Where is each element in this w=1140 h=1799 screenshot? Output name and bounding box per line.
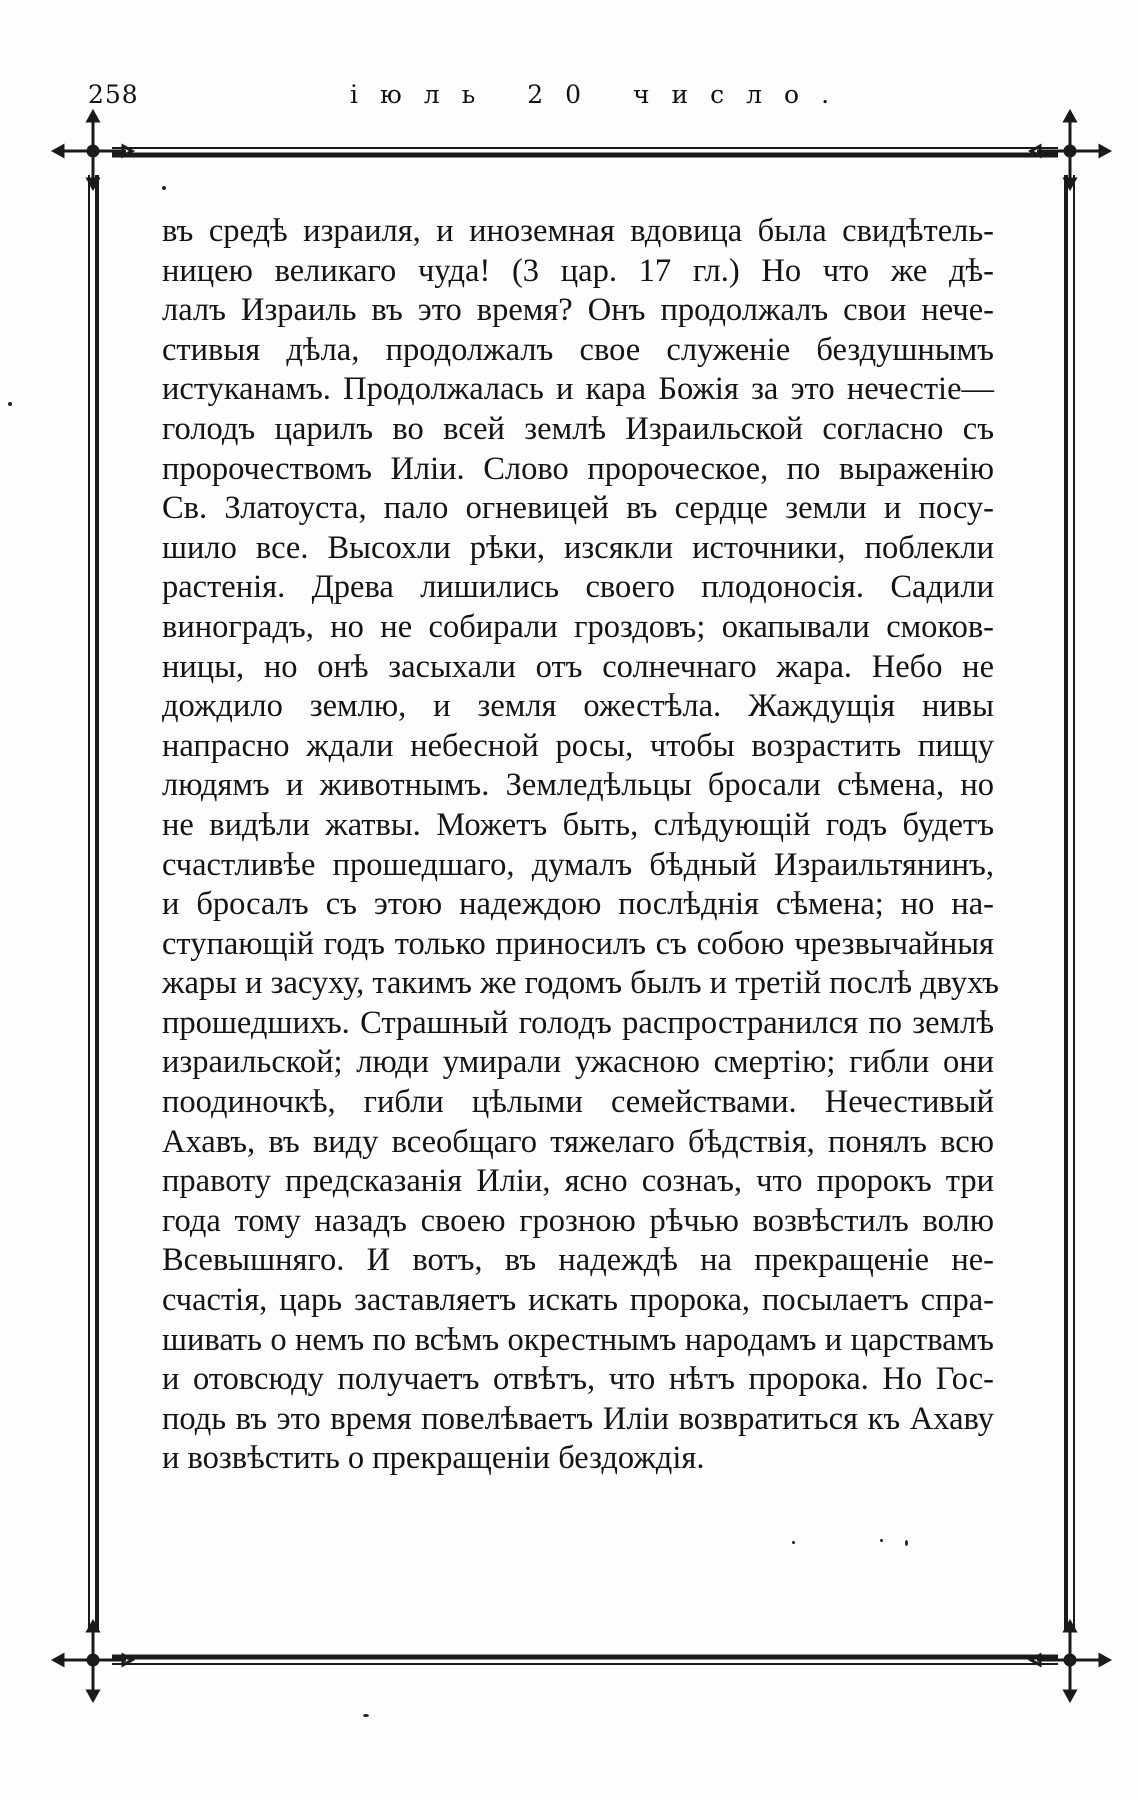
text-line: растенія. Древа лишились своего плодоносія. Садили — [162, 569, 994, 606]
text-line: года тому назадъ своею грозною рѣчью возвѣстилъ волю — [162, 1202, 994, 1239]
corner-ornament-bottom-left — [54, 1622, 132, 1700]
text-line: подь въ это время повелѣваетъ Иліи возвратиться къ Ахаву — [162, 1400, 994, 1437]
text-line: голодъ царилъ во всей землѣ Израильской согласно съ — [162, 410, 994, 447]
text-line: и бросалъ съ этою надеждою послѣднія сѣмена; но на- — [162, 886, 994, 923]
text-line: правоту предсказанія Иліи, ясно сознаъ, что пророкъ три — [162, 1163, 994, 1200]
text-line: въ средѣ израиля, и иноземная вдовица была свидѣтель- — [162, 213, 994, 249]
text-line: ступающій годъ только приносилъ съ собою чрезвычайныя — [162, 925, 994, 962]
text-line: жары и засуху, такимъ же годомъ былъ и третій послѣ двухъ — [162, 965, 999, 1002]
corner-ornament-bottom-right — [1031, 1622, 1109, 1700]
text-line: людямъ и животнымъ. Земледѣльцы бросали сѣмена, но — [162, 767, 994, 804]
corner-ornament-top-left — [54, 112, 132, 188]
text-line: счастливѣе прошедшаго, думалъ бѣдный Израильтянинъ, — [162, 846, 994, 883]
text-line: ницы, но онѣ засыхали отъ солнечнаго жара. Небо не — [162, 648, 994, 685]
text-line: ницею великаго чуда! (3 цар. 17 гл.) Но что же дѣ- — [162, 252, 994, 289]
text-line: дождило землю, и земля ожестѣла. Жаждущія нивы — [162, 688, 994, 725]
corner-ornament-top-right — [1031, 112, 1109, 188]
text-line: стивыя дѣла, продолжалъ свое служеніе бездушнымъ — [162, 331, 994, 368]
text-line: Ахавъ, въ виду всеобщаго тяжелаго бѣдствія, понялъ всю — [162, 1123, 994, 1160]
text-line: истуканамъ. Продолжалась и кара Божія за это нечестіе— — [162, 371, 994, 408]
text-line: пророчествомъ Иліи. Слово пророческое, по выраженію — [162, 450, 994, 487]
text-line: Всевышняго. И вотъ, въ надеждѣ на прекращеніе не- — [162, 1242, 994, 1279]
scan-speck — [363, 1714, 369, 1717]
scan-speck — [162, 186, 166, 190]
scan-speck — [905, 1540, 908, 1546]
text-line: израильской; люди умирали ужасною смертію; гибли они — [162, 1044, 994, 1081]
scan-speck — [880, 1539, 883, 1542]
text-line: и возвѣстить о прекращеніи бездождія. — [162, 1440, 705, 1477]
text-line: шило все. Высохли рѣки, изсякли источники, поблекли — [162, 529, 994, 566]
text-line: виноградъ, но не собирали гроздовъ; окапывали смоков- — [162, 608, 994, 645]
body-text — [162, 212, 999, 1479]
text-line: не видѣли жатвы. Можетъ быть, слѣдующій годъ будетъ — [162, 806, 994, 843]
text-line: Св. Златоуста, пало огневицей въ сердце земли и посу- — [162, 490, 994, 527]
text-line: и отовсюду получаетъ отвѣтъ, что нѣтъ пророка. Но Гос- — [162, 1361, 994, 1398]
scan-speck — [8, 402, 12, 406]
scan-speck — [792, 1541, 795, 1544]
text-line: напрасно ждали небесной росы, чтобы возрастить пищу — [162, 727, 994, 764]
text-line: счастія, царь заставляетъ искать пророка, посылаетъ спра- — [162, 1282, 994, 1319]
text-line: поодиночкѣ, гибли цѣлыми семействами. Нечестивый — [162, 1084, 994, 1121]
page-number: 258 — [88, 80, 139, 109]
text-line: лалъ Израиль въ это время? Онъ продолжалъ свои нече- — [162, 292, 994, 329]
text-line: прошедшихъ. Страшный голодъ распространился по землѣ — [162, 1004, 994, 1041]
text-line: шивать о немъ по всѣмъ окрестнымъ народамъ и царствамъ — [162, 1321, 994, 1358]
running-title: іюль 20 число. — [350, 80, 852, 109]
